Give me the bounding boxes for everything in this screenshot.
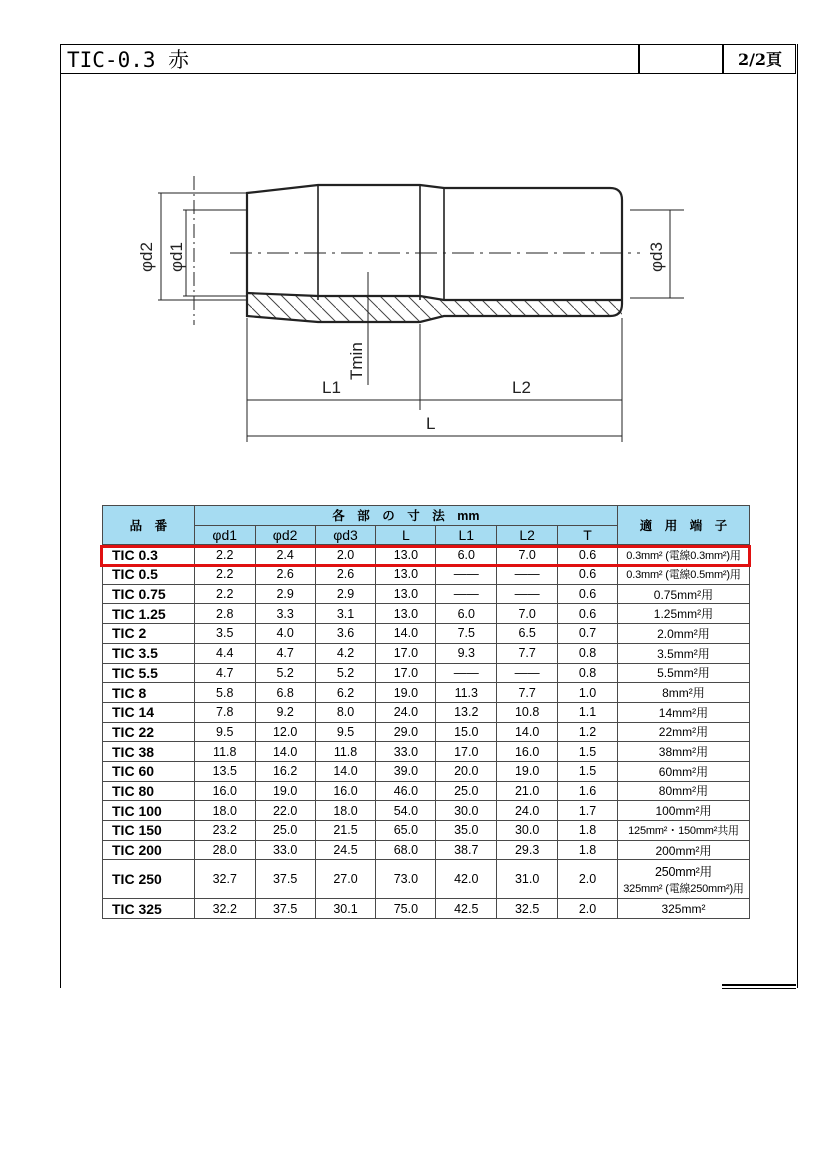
dimension-cell: 4.4 [194,643,255,663]
dimension-cell: 13.0 [376,604,436,624]
dimension-cell: 46.0 [376,781,436,801]
dimension-cell: 1.7 [558,801,618,821]
product-cell: TIC 60 [103,761,195,781]
applicable-cell: 80mm²用 [617,781,749,801]
applicable-cell: 14mm²用 [617,702,749,722]
table-row [103,761,750,781]
header-dimensions: 各 部 の 寸 法 mm [194,506,617,526]
dimension-cell: 2.2 [194,565,255,585]
dimension-cell: 5.8 [194,683,255,703]
dimension-cell: 33.0 [255,840,315,860]
dimension-cell: 6.0 [436,545,497,565]
dimension-cell: 38.7 [436,840,497,860]
dimension-cell: 16.0 [194,781,255,801]
dimension-cell: 7.0 [497,545,558,565]
dimension-cell: 54.0 [376,801,436,821]
dimension-cell: —— [497,584,558,604]
dimension-cell: 35.0 [436,821,497,841]
dimension-cell: 6.0 [436,604,497,624]
dimension-cell: —— [436,584,497,604]
technical-drawing [137,115,700,475]
table-row [103,604,750,624]
table-row [103,643,750,663]
dimension-cell: 17.0 [376,643,436,663]
product-cell: TIC 0.75 [103,584,195,604]
dimension-cell: 73.0 [376,860,436,899]
dimension-cell: 2.9 [255,584,315,604]
header-divider [638,45,640,73]
dimension-cell: 7.7 [497,683,558,703]
product-cell: TIC 8 [103,683,195,703]
dimension-cell: 9.3 [436,643,497,663]
table-row [103,683,750,703]
applicable-cell: 0.3mm² (電線0.5mm²)用 [617,565,749,585]
dimension-cell: 20.0 [436,761,497,781]
dimension-cell: 30.0 [497,821,558,841]
table-row [103,899,750,919]
dimension-cell: 6.8 [255,683,315,703]
dimension-table [102,505,750,919]
dimension-cell: 0.8 [558,663,618,683]
dimension-cell: 24.0 [497,801,558,821]
dimension-cell: 25.0 [255,821,315,841]
table-row [103,624,750,644]
applicable-cell: 200mm²用 [617,840,749,860]
table-row [103,742,750,762]
label-d2: φd2 [137,242,156,272]
dimension-cell: 2.9 [315,584,376,604]
table-row [103,584,750,604]
label-d3: φd3 [647,242,666,272]
dimension-cell: 1.8 [558,840,618,860]
dimension-cell: 12.0 [255,722,315,742]
dimension-cell: 14.0 [497,722,558,742]
dimension-cell: 0.6 [558,604,618,624]
applicable-cell: 1.25mm²用 [617,604,749,624]
dimension-cell: 2.0 [315,545,376,565]
dimension-cell: 42.0 [436,860,497,899]
dimension-cell: 21.0 [497,781,558,801]
header-divider [722,45,724,73]
dimension-cell: 4.7 [194,663,255,683]
dimension-cell: 6.5 [497,624,558,644]
dimension-cell: 4.2 [315,643,376,663]
dimension-cell: 13.2 [436,702,497,722]
dimension-cell: 29.0 [376,722,436,742]
dimension-cell: 1.8 [558,821,618,841]
dimension-cell: 37.5 [255,860,315,899]
dimension-cell: 15.0 [436,722,497,742]
dimension-cell: 24.0 [376,702,436,722]
dimension-cell: 75.0 [376,899,436,919]
applicable-cell: 125mm²・150mm²共用 [617,821,749,841]
table-row [103,840,750,860]
dimension-cell: 2.4 [255,545,315,565]
dimension-cell: 42.5 [436,899,497,919]
dimension-cell: 9.2 [255,702,315,722]
dimension-cell: 37.5 [255,899,315,919]
dimension-cell: 33.0 [376,742,436,762]
dimension-cell: 29.3 [497,840,558,860]
product-cell: TIC 3.5 [103,643,195,663]
dimension-cell: 5.2 [315,663,376,683]
label-l2: L2 [512,378,531,397]
product-cell: TIC 200 [103,840,195,860]
label-tmin: Tmin [347,342,366,380]
dimension-cell: 25.0 [436,781,497,801]
dimension-cell: 32.7 [194,860,255,899]
dimension-cell: 17.0 [376,663,436,683]
dimension-cell: 2.0 [558,899,618,919]
product-cell: TIC 250 [103,860,195,899]
dimension-cell: 9.5 [315,722,376,742]
dimension-cell: 4.7 [255,643,315,663]
column-header: L2 [497,525,558,545]
dimension-cell: 0.6 [558,565,618,585]
footer-rule [722,984,796,986]
product-cell: TIC 80 [103,781,195,801]
dimension-cell: 24.5 [315,840,376,860]
dimension-cell: 1.5 [558,742,618,762]
column-header: φd3 [315,525,376,545]
dimension-cell: 7.8 [194,702,255,722]
dimension-cell: 30.1 [315,899,376,919]
dimension-cell: 39.0 [376,761,436,781]
product-cell: TIC 14 [103,702,195,722]
applicable-cell: 0.75mm²用 [617,584,749,604]
dimension-cell: 65.0 [376,821,436,841]
dimension-cell: 2.0 [558,860,618,899]
dimension-cell: 16.0 [497,742,558,762]
product-cell: TIC 100 [103,801,195,821]
dimension-cell: 14.0 [255,742,315,762]
dimension-cell: 1.5 [558,761,618,781]
dimension-cell: 0.8 [558,643,618,663]
dimension-cell: 3.6 [315,624,376,644]
dimension-cell: 8.0 [315,702,376,722]
product-cell: TIC 1.25 [103,604,195,624]
dimension-cell: 1.0 [558,683,618,703]
selected-row-highlight [100,545,751,567]
dimension-cell: 19.0 [376,683,436,703]
applicable-line: 325mm² (電線250mm²)用 [623,883,744,896]
label-l: L [426,414,436,433]
applicable-cell: 60mm²用 [617,761,749,781]
dimension-cell: 4.0 [255,624,315,644]
dimension-cell: 1.2 [558,722,618,742]
dimension-cell: 30.0 [436,801,497,821]
header-applicable: 適 用 端 子 [617,506,749,545]
dimension-cell: 5.2 [255,663,315,683]
table-row [103,801,750,821]
applicable-cell: 38mm²用 [617,742,749,762]
dimension-cell: 11.8 [194,742,255,762]
table-row [103,860,750,899]
dimension-cell: 3.3 [255,604,315,624]
applicable-cell: 8mm²用 [617,683,749,703]
dimension-cell: 3.1 [315,604,376,624]
dimension-cell: 1.6 [558,781,618,801]
table-row [103,722,750,742]
document-header [60,44,796,74]
page-number: 2/2頁 [737,50,783,69]
dimension-cell: 32.5 [497,899,558,919]
dimension-cell: 23.2 [194,821,255,841]
table-row [103,781,750,801]
label-d1: φd1 [167,242,186,272]
column-header: T [558,525,618,545]
dimension-cell: 32.2 [194,899,255,919]
dimension-cell: —— [436,663,497,683]
dimension-cell: 11.8 [315,742,376,762]
column-header: L1 [436,525,497,545]
product-cell: TIC 0.3 [103,545,195,565]
product-cell: TIC 5.5 [103,663,195,683]
dimension-cell: 13.0 [376,565,436,585]
dimension-cell: 0.7 [558,624,618,644]
applicable-cell: 2.0mm²用 [617,624,749,644]
dimension-cell: —— [497,565,558,585]
dimension-cell: 11.3 [436,683,497,703]
table-row [103,821,750,841]
dimension-cell: —— [436,565,497,585]
dimension-cell: 0.6 [558,545,618,565]
document-title: TIC-0.3 赤 [67,48,190,72]
column-header: φd1 [194,525,255,545]
applicable-cell: 22mm²用 [617,722,749,742]
product-cell: TIC 325 [103,899,195,919]
dimension-cell: 2.8 [194,604,255,624]
dimension-cell: 18.0 [194,801,255,821]
table-row [103,702,750,722]
applicable-line: 250mm²用 [654,865,712,880]
product-cell: TIC 150 [103,821,195,841]
dimension-cell: —— [497,663,558,683]
dimension-cell: 21.5 [315,821,376,841]
dimension-cell: 7.7 [497,643,558,663]
dimension-cell: 19.0 [255,781,315,801]
applicable-cell: 0.3mm² (電線0.3mm²)用 [617,545,749,565]
dimension-cell: 27.0 [315,860,376,899]
dimension-cell: 13.5 [194,761,255,781]
dimension-cell: 16.2 [255,761,315,781]
table-row [103,565,750,585]
dimension-cell: 7.0 [497,604,558,624]
dimension-cell: 17.0 [436,742,497,762]
footer-rule [722,988,796,989]
dimension-cell: 68.0 [376,840,436,860]
dimension-cell: 1.1 [558,702,618,722]
dimension-cell: 6.2 [315,683,376,703]
applicable-cell: 3.5mm²用 [617,643,749,663]
dimension-cell: 18.0 [315,801,376,821]
dimension-cell: 0.6 [558,584,618,604]
dimension-cell: 16.0 [315,781,376,801]
dimension-cell: 28.0 [194,840,255,860]
dimension-cell: 31.0 [497,860,558,899]
applicable-cell: 5.5mm²用 [617,663,749,683]
product-cell: TIC 22 [103,722,195,742]
dimension-cell: 2.6 [255,565,315,585]
product-cell: TIC 38 [103,742,195,762]
applicable-cell: 100mm²用 [617,801,749,821]
dimension-cell: 19.0 [497,761,558,781]
column-header: L [376,525,436,545]
column-header: φd2 [255,525,315,545]
table-row [103,663,750,683]
dimension-cell: 13.0 [376,584,436,604]
label-l1: L1 [322,378,341,397]
product-cell: TIC 0.5 [103,565,195,585]
dimension-cell: 2.2 [194,584,255,604]
dimension-cell: 10.8 [497,702,558,722]
dimension-cell: 3.5 [194,624,255,644]
dimension-cell: 7.5 [436,624,497,644]
applicable-cell: 325mm² [617,899,749,919]
dimension-cell: 22.0 [255,801,315,821]
header-product: 品 番 [103,506,195,545]
dimension-cell: 13.0 [376,545,436,565]
dimension-cell: 9.5 [194,722,255,742]
dimension-cell: 2.2 [194,545,255,565]
dimension-cell: 2.6 [315,565,376,585]
product-cell: TIC 2 [103,624,195,644]
dimension-cell: 14.0 [315,761,376,781]
dimension-cell: 14.0 [376,624,436,644]
applicable-cell [617,860,749,899]
